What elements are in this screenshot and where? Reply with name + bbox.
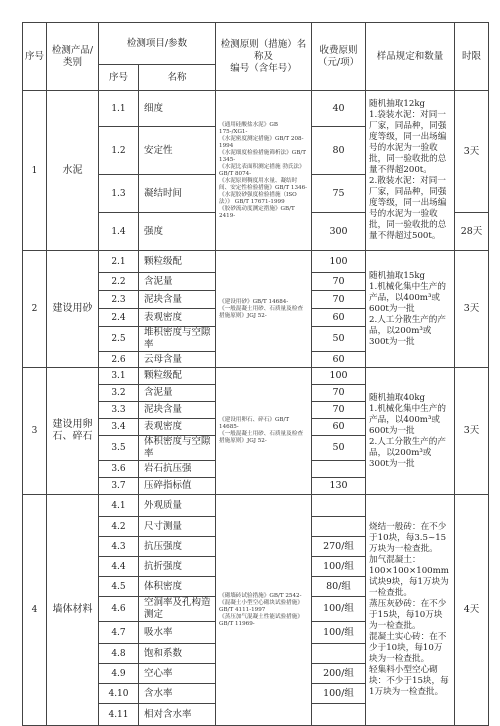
group-spec: 随机抽取12kg 1.袋装水泥：对同一厂家，同品种，同强度等级，同一出场编号的水泥为一验收批，同一验收批的总量不得超200t。 2.散装水泥：对同一厂家，同品种，同强度等级，同一出场编号的水泥为一验收批，同一验收批的总量不得超过500t。 <box>366 91 455 251</box>
item-no: 3.3 <box>99 402 139 419</box>
table-row <box>23 495 489 517</box>
table-row <box>23 368 489 385</box>
item-name: 表观密度 <box>139 419 216 436</box>
group-standard: 《建设用卵石、碎石》GB/T 14685- 《一般混凝土用砂、石质量及检查措施原则》JGJ 52- <box>216 368 312 495</box>
item-no: 1.4 <box>99 213 139 251</box>
item-fee: 70 <box>312 402 366 419</box>
item-no: 4.6 <box>99 597 139 622</box>
item-no: 4.4 <box>99 557 139 577</box>
header-item-name: 名称 <box>139 65 216 91</box>
item-name: 安定性 <box>139 127 216 175</box>
item-name: 含水率 <box>139 684 216 704</box>
item-no: 3.1 <box>99 368 139 385</box>
item-fee: 70 <box>312 385 366 402</box>
item-name: 相对含水率 <box>139 704 216 726</box>
item-name: 外观质量 <box>139 495 216 517</box>
item-name: 泥块含量 <box>139 291 216 309</box>
item-name: 空洞率及孔构造测定 <box>139 597 216 622</box>
item-no: 3.2 <box>99 385 139 402</box>
item-name: 空心率 <box>139 664 216 684</box>
group-spec: 随机抽取15kg 1.机械化集中生产的产品，以400m³或600t为一批 2.人工分散生产的产品，以200m³或300t为一批 <box>366 251 455 368</box>
item-no: 3.5 <box>99 436 139 461</box>
item-name: 泥块含量 <box>139 402 216 419</box>
item-no: 4.9 <box>99 664 139 684</box>
item-fee <box>312 517 366 537</box>
item-fee: 75 <box>312 175 366 213</box>
item-no: 4.10 <box>99 684 139 704</box>
item-name: 吸水率 <box>139 622 216 644</box>
item-fee: 80 <box>312 127 366 175</box>
item-no: 1.2 <box>99 127 139 175</box>
item-fee: 100 <box>312 368 366 385</box>
header-seq: 序号 <box>23 23 47 91</box>
item-fee: 300 <box>312 213 366 251</box>
item-fee: 100/组 <box>312 557 366 577</box>
item-name: 体积密度 <box>139 577 216 597</box>
item-name: 抗折强度 <box>139 557 216 577</box>
group-time: 4天 <box>455 495 489 726</box>
item-fee: 80/组 <box>312 577 366 597</box>
group-standard: 《通用硅酸盐水泥》GB 175-/XG1- 《水泥密度测定措施》GB/T 208-1994 《水泥细度检验措施筛析法》GB/T 1345- 《水泥比表面积测定措施 勃氏法》 GB/T 8074- 《水泥原则稠度用水量、凝结时间、安定性检验措施》GB/T 1346- 《水泥胶砂强度检验措施（ISO法）》 GB/T 17671-1999 《胶砂流动度测定措施》GB/T 2419- <box>216 91 312 251</box>
item-name: 体积密度与空隙率 <box>139 436 216 461</box>
item-name: 尺寸测量 <box>139 517 216 537</box>
item-name: 颗粒级配 <box>139 251 216 273</box>
item-name: 含泥量 <box>139 385 216 402</box>
group-time: 3天 <box>455 91 489 213</box>
header-spec: 样品规定和数量 <box>366 23 455 91</box>
item-fee: 100 <box>312 251 366 273</box>
item-name: 抗压强度 <box>139 537 216 557</box>
group-category: 建设用砂 <box>47 251 99 368</box>
item-name: 饱和系数 <box>139 644 216 664</box>
item-name: 强度 <box>139 213 216 251</box>
item-name: 表观密度 <box>139 309 216 327</box>
item-fee: 100/组 <box>312 622 366 644</box>
item-no: 4.8 <box>99 644 139 664</box>
group-category: 建设用卵石、碎石 <box>47 368 99 495</box>
group-spec: 随机抽取40kg 1.机械化集中生产的产品，以400m³或600t为一批 2.人工分散生产的产品，以200m³或300t为一批 <box>366 368 455 495</box>
item-no: 2.6 <box>99 352 139 368</box>
item-fee <box>312 495 366 517</box>
group-category: 水泥 <box>47 91 99 251</box>
table-row <box>23 251 489 273</box>
header-time: 时限 <box>455 23 489 91</box>
item-name: 细度 <box>139 91 216 127</box>
item-fee: 100/组 <box>312 597 366 622</box>
item-fee: 200/组 <box>312 664 366 684</box>
item-no: 2.3 <box>99 291 139 309</box>
item-name: 岩石抗压强 <box>139 461 216 478</box>
group-standard: 《砌墙砖试验措施》GB/T 2542- 《混凝土小型空心砌块试验措施》GB/T 4111-1997 《蒸压加气混凝土性能试验措施》GB/T 11969- <box>216 495 312 726</box>
table-body <box>23 91 489 726</box>
item-fee: 100/组 <box>312 684 366 704</box>
item-fee: 50 <box>312 327 366 352</box>
item-no: 4.3 <box>99 537 139 557</box>
item-fee <box>312 644 366 664</box>
group-time: 28天 <box>455 213 489 251</box>
item-fee: 40 <box>312 91 366 127</box>
item-no: 4.11 <box>99 704 139 726</box>
item-no: 4.2 <box>99 517 139 537</box>
item-fee: 270/组 <box>312 537 366 557</box>
item-name: 堆积密度与空隙率 <box>139 327 216 352</box>
item-name: 含泥量 <box>139 273 216 291</box>
group-seq: 2 <box>23 251 47 368</box>
item-name: 云母含量 <box>139 352 216 368</box>
group-seq: 3 <box>23 368 47 495</box>
item-name: 压碎指标值 <box>139 478 216 495</box>
item-no: 2.1 <box>99 251 139 273</box>
group-time: 3天 <box>455 368 489 495</box>
group-category: 墙体材料 <box>47 495 99 726</box>
item-fee: 130 <box>312 478 366 495</box>
group-spec: 烧结一般砖：在不少于10块，每3.5~15万块为一检查批。 加气混凝土：100×100×100mm试块9块，每1万块为一检查批。 蒸压灰砂砖：在不少于15块，每10万块为一检查批。 混凝土实心砖：在不少于10块，每10万块为一检查批。 轻集料小型空心砌块：不少于15块，每1万块为一检查批。 <box>366 495 455 726</box>
header-item-no: 序号 <box>99 65 139 91</box>
item-no: 2.4 <box>99 309 139 327</box>
item-no: 2.5 <box>99 327 139 352</box>
header-standard: 检测原则（措施）名称及 编号（含年号） <box>216 23 312 91</box>
item-no: 3.7 <box>99 478 139 495</box>
item-no: 3.6 <box>99 461 139 478</box>
item-fee <box>312 461 366 478</box>
inspection-fee-table <box>22 22 489 726</box>
item-fee: 60 <box>312 419 366 436</box>
item-fee: 60 <box>312 309 366 327</box>
item-no: 1.1 <box>99 91 139 127</box>
item-no: 2.2 <box>99 273 139 291</box>
item-no: 1.3 <box>99 175 139 213</box>
item-no: 4.1 <box>99 495 139 517</box>
group-seq: 1 <box>23 91 47 251</box>
table-row <box>23 91 489 127</box>
group-time: 3天 <box>455 251 489 368</box>
group-standard: 《建设用砂》GB/T 14684- 《一般混凝土用砂、石质量及检查措施原则》JGJ 52- <box>216 251 312 368</box>
item-fee: 60 <box>312 352 366 368</box>
item-no: 4.7 <box>99 622 139 644</box>
item-fee: 70 <box>312 291 366 309</box>
header-category: 检测产品/类别 <box>47 23 99 91</box>
item-no: 4.5 <box>99 577 139 597</box>
group-seq: 4 <box>23 495 47 726</box>
item-name: 凝结时间 <box>139 175 216 213</box>
header-fee: 收费原则（元/项） <box>312 23 366 91</box>
item-name: 颗粒级配 <box>139 368 216 385</box>
item-fee: 50 <box>312 436 366 461</box>
item-fee: 70 <box>312 273 366 291</box>
header-items: 检测项目/参数 <box>99 23 216 65</box>
item-no: 3.4 <box>99 419 139 436</box>
